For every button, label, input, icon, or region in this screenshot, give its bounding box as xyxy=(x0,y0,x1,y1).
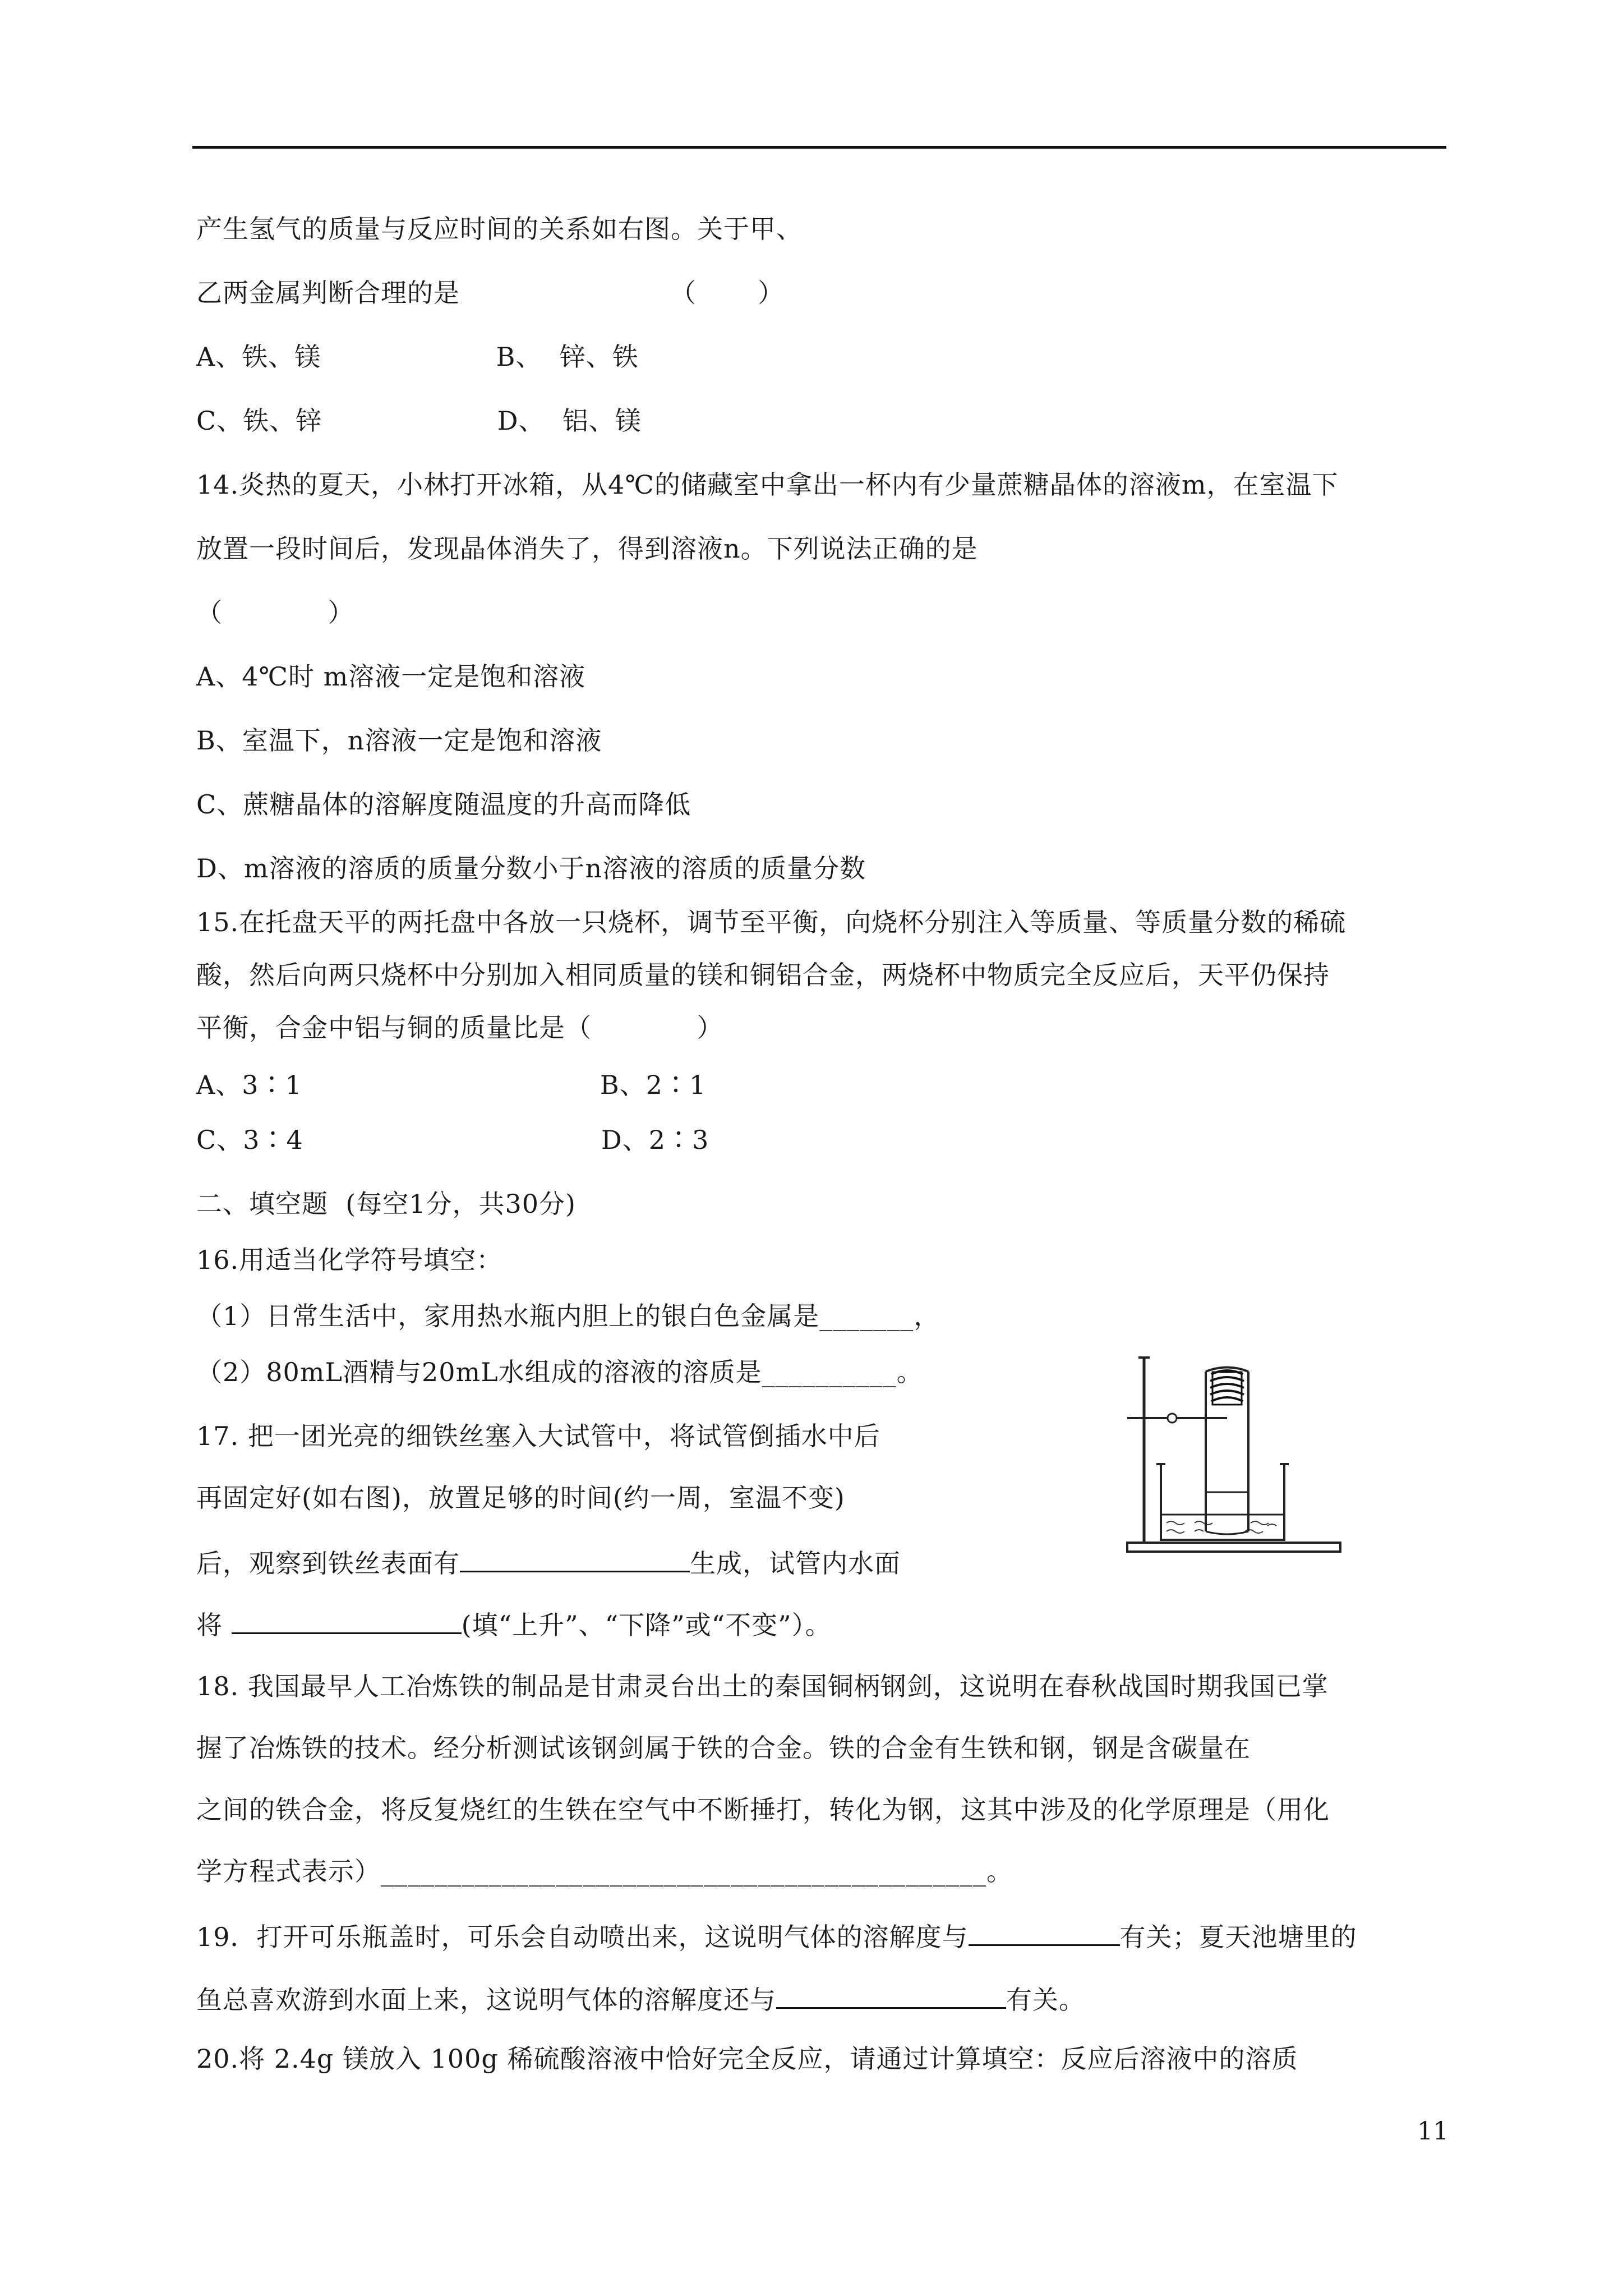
q19-line-1 xyxy=(196,1917,1357,1954)
page-number: 11 xyxy=(1417,2117,1449,2146)
stand-rod xyxy=(1138,1358,1150,1543)
q17-line-4 xyxy=(196,1605,832,1642)
q14-option-a: A、4℃时 m溶液一定是饱和溶液 xyxy=(196,661,586,692)
q16-part-2: （2）80mL酒精与20mL水组成的溶液的溶质是__________。 xyxy=(196,1357,923,1387)
q14-stem: 14.炎热的夏天，小林打开冰箱，从4℃的储藏室中拿出一杯内有少量蔗糖晶体的溶液m，在室温下 xyxy=(196,470,1339,500)
iron-wire-coil xyxy=(1210,1370,1244,1405)
q15-options-cd: C、3∶4 D、2∶3 xyxy=(196,1125,709,1155)
q19-text: 鱼总喜欢游到水面上来，这说明气体的溶解度还与 xyxy=(196,1985,776,2015)
q17-text: 将 xyxy=(196,1610,232,1640)
section-heading: 二、填空题 (每空1分，共30分) xyxy=(196,1189,576,1219)
answer-blank[interactable] xyxy=(776,1980,1006,2009)
answer-blank[interactable] xyxy=(460,1544,690,1572)
q15-stem: 平衡，合金中铝与铜的质量比是（ ） xyxy=(196,1013,723,1043)
q20-stem: 20.将 2.4g 镁放入 100g 稀硫酸溶液中恰好完全反应，请通过计算填空：反应后溶液中的溶质 xyxy=(196,2044,1298,2074)
q17-text: 后，观察到铁丝表面有 xyxy=(196,1548,460,1579)
q13-text-line: 乙两金属判断合理的是 （ ） xyxy=(196,278,785,308)
q17-text: 生成，试管内水面 xyxy=(690,1548,901,1579)
q19-text: 19．打开可乐瓶盖时，可乐会自动喷出来，这说明气体的溶解度与 xyxy=(196,1922,969,1952)
q14-option-b: B、室温下，n溶液一定是饱和溶液 xyxy=(196,725,602,756)
q13-text-line: 产生氢气的质量与反应时间的关系如右图。关于甲、 xyxy=(196,214,803,244)
q19-line-2 xyxy=(196,1980,1085,2017)
q15-options-ab: A、3∶1 B、2∶1 xyxy=(196,1070,707,1100)
stand-base xyxy=(1127,1543,1340,1552)
q13-options-cd: C、铁、锌 D、 铝、镁 xyxy=(196,406,642,436)
q17-line-3 xyxy=(196,1544,901,1580)
q14-answer-bracket: （ ） xyxy=(196,597,354,628)
water-surface xyxy=(1162,1515,1283,1533)
q14-option-c: C、蔗糖晶体的溶解度随温度的升高而降低 xyxy=(196,789,691,820)
q18-text-line: 握了冶炼铁的技术。经分析测试该钢剑属于铁的合金。铁的合金有生铁和钢，钢是含碳量在 xyxy=(196,1733,1251,1763)
answer-blank[interactable] xyxy=(969,1917,1120,1946)
q19-text: 有关；夏天池塘里的 xyxy=(1119,1922,1357,1952)
q18-text-line: 18. 我国最早人工冶炼铁的制品是甘肃灵台出土的秦国铜柄钢剑，这说明在春秋战国时期我国已掌 xyxy=(196,1671,1329,1701)
q19-text: 有关。 xyxy=(1006,1985,1085,2015)
q18-text-line: 学方程式表示）_____________________________________________。 xyxy=(196,1856,1013,1887)
q14-option-d: D、m溶液的溶质的质量分数小于n溶液的溶质的质量分数 xyxy=(196,853,866,884)
q17-text: (填“上升”、“下降”或“不变”）。 xyxy=(461,1610,832,1640)
q18-text-line: 之间的铁合金，将反复烧红的生铁在空气中不断捶打，转化为钢，这其中涉及的化学原理是（用化 xyxy=(196,1795,1330,1825)
clamp xyxy=(1127,1414,1227,1423)
q15-stem: 酸，然后向两只烧杯中分别加入相同质量的镁和铜铝合金，两烧杯中物质完全反应后，天平仍保持 xyxy=(196,960,1330,990)
beaker xyxy=(1156,1464,1289,1540)
test-tube-apparatus-figure xyxy=(1122,1352,1357,1576)
answer-blank[interactable] xyxy=(232,1605,462,1634)
q16-stem: 16.用适当化学符号填空： xyxy=(196,1245,503,1275)
q13-options-ab: A、铁、镁 B、 锌、铁 xyxy=(196,342,639,372)
q14-stem: 放置一段时间后，发现晶体消失了，得到溶液n。下列说法正确的是 xyxy=(196,533,978,564)
header-rule xyxy=(192,146,1446,149)
q17-stem: 再固定好(如右图)，放置足够的时间(约一周，室温不变) xyxy=(196,1483,845,1513)
q17-stem: 17. 把一团光亮的细铁丝塞入大试管中，将试管倒插水中后 xyxy=(196,1421,880,1451)
q15-stem: 15.在托盘天平的两托盘中各放一只烧杯，调节至平衡，向烧杯分别注入等质量、等质量分数的稀硫 xyxy=(196,907,1347,937)
q16-part-1: （1）日常生活中，家用热水瓶内胆上的银白色金属是_______， xyxy=(196,1301,940,1331)
